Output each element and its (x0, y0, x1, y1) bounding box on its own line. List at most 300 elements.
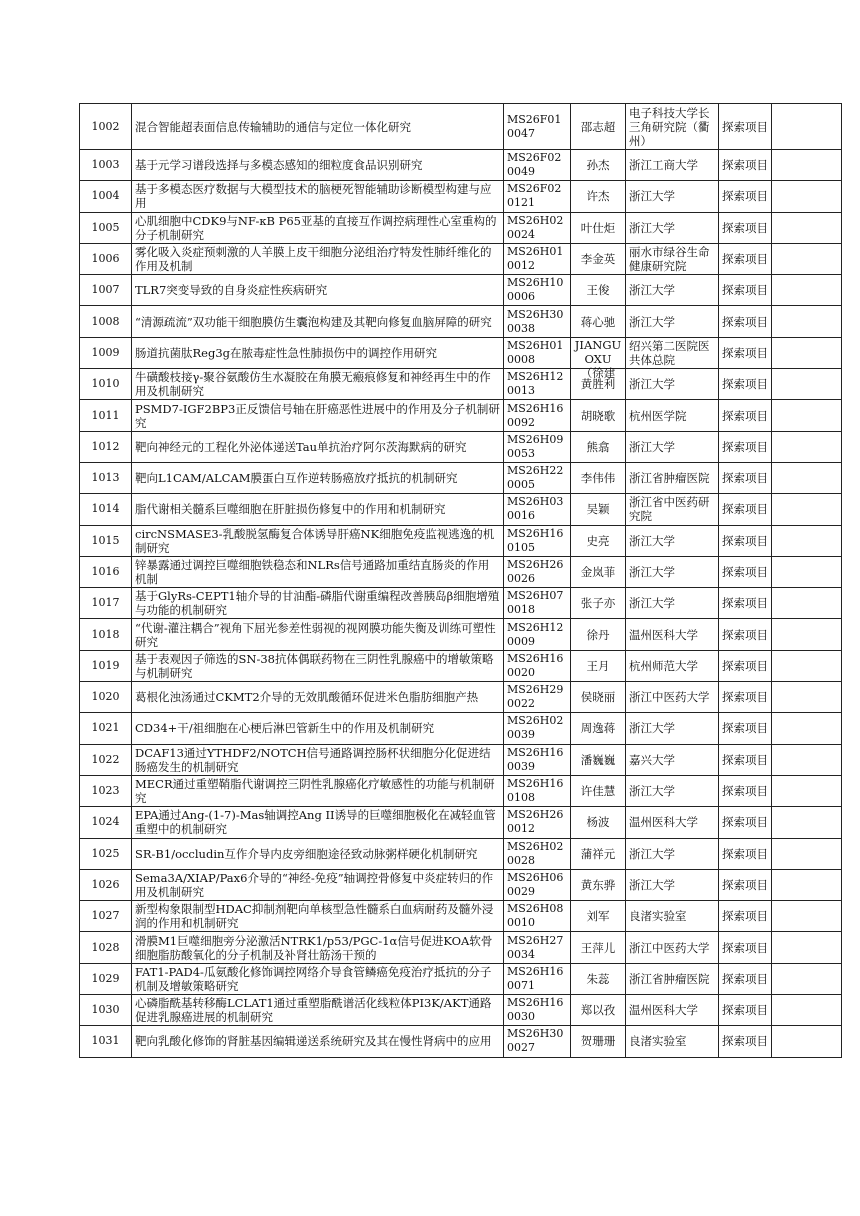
project-type-text: 探索项目 (722, 815, 768, 830)
applicant-name-text: 张子亦 (580, 596, 616, 611)
row-number (80, 243, 132, 274)
project-code (504, 869, 571, 900)
applicant-name (571, 275, 626, 306)
project-type-text: 探索项目 (722, 345, 768, 360)
project-type (719, 995, 772, 1026)
row-number (80, 400, 132, 431)
project-title-text: “清源疏流”双功能干细胞膜仿生囊泡构建及其靶向修复血脑屏障的研究 (135, 314, 492, 329)
applicant-name (571, 995, 626, 1026)
project-code-text: MS26H160039 (507, 745, 564, 773)
applicant-name-text: 朱蕊 (586, 971, 610, 986)
project-title (132, 243, 504, 274)
institution (626, 150, 719, 181)
project-code (504, 275, 571, 306)
institution (626, 588, 719, 619)
row-number-text: 1002 (91, 119, 120, 133)
row-number (80, 807, 132, 838)
applicant-name-text: 杨波 (586, 815, 610, 830)
project-title (132, 744, 504, 775)
note-cell (772, 995, 842, 1026)
project-type-text: 探索项目 (722, 877, 768, 892)
applicant-name (571, 400, 626, 431)
project-type-text: 探索项目 (722, 846, 768, 861)
project-type-text: 探索项目 (722, 784, 768, 799)
project-type (719, 212, 772, 243)
project-type-text: 探索项目 (722, 314, 768, 329)
row-number (80, 775, 132, 806)
project-type (719, 306, 772, 337)
project-code (504, 963, 571, 994)
institution-text: 浙江大学 (629, 784, 675, 799)
row-number (80, 744, 132, 775)
row-number (80, 556, 132, 587)
project-title-text: 心肌细胞中CDK9与NF-κB P65亚基的直接互作调控病理性心室重构的分子机制研究 (135, 213, 497, 242)
table-row (80, 431, 842, 462)
project-type-text: 探索项目 (722, 971, 768, 986)
table-row (80, 150, 842, 181)
project-title (132, 494, 504, 525)
project-type (719, 932, 772, 963)
applicant-name (571, 556, 626, 587)
project-type-text: 探索项目 (722, 502, 768, 517)
project-title (132, 682, 504, 713)
table-row (80, 462, 842, 493)
project-title-text: 雾化吸入炎症预刺激的人羊膜上皮干细胞分泌组治疗特发性肺纤维化的作用及机制 (135, 245, 492, 274)
table-row (80, 306, 842, 337)
project-code-text: MS26H160030 (507, 996, 564, 1024)
project-title (132, 369, 504, 400)
applicant-name (571, 682, 626, 713)
institution (626, 1026, 719, 1057)
project-title-text: PSMD7-IGF2BP3正反馈信号轴在肝癌恶性进展中的作用及分子机制研究 (135, 401, 500, 430)
project-code-text: MS26H080010 (507, 902, 564, 930)
project-title-text: 基于多模态医疗数据与大模型技术的脑梗死智能辅助诊断模型构建与应用 (135, 182, 492, 211)
institution (626, 462, 719, 493)
row-number-text: 1018 (91, 627, 120, 641)
table-row (80, 713, 842, 744)
project-code-text: MS26H160092 (507, 401, 564, 429)
project-type-text: 探索项目 (722, 220, 768, 235)
project-title (132, 901, 504, 932)
project-type-text: 探索项目 (722, 408, 768, 423)
note-cell (772, 369, 842, 400)
project-type (719, 713, 772, 744)
institution-text: 浙江省肿瘤医院 (629, 471, 710, 486)
table-row (80, 744, 842, 775)
note-cell (772, 400, 842, 431)
row-number (80, 619, 132, 650)
project-title (132, 650, 504, 681)
table-row (80, 838, 842, 869)
project-code (504, 775, 571, 806)
institution-text: 丽水市绿谷生命健康研究院 (629, 245, 710, 274)
project-type (719, 807, 772, 838)
applicant-name (571, 932, 626, 963)
row-number (80, 462, 132, 493)
project-code-text: MS26H030016 (507, 495, 564, 523)
project-type-text: 探索项目 (722, 439, 768, 454)
project-type (719, 963, 772, 994)
row-number-text: 1007 (91, 283, 120, 297)
project-title-text: DCAF13通过YTHDF2/NOTCH信号通路调控肠杯状细胞分化促进结肠癌发生的机制研究 (135, 745, 491, 774)
project-code (504, 369, 571, 400)
institution-text: 电子科技大学长三角研究院（衢州） (629, 105, 710, 148)
table-row (80, 556, 842, 587)
institution-text: 浙江工商大学 (629, 158, 698, 173)
project-code-text: MS26H100006 (507, 276, 564, 304)
project-code (504, 619, 571, 650)
applicant-name (571, 243, 626, 274)
row-number-text: 1006 (91, 252, 120, 266)
note-cell (772, 619, 842, 650)
row-number-text: 1019 (91, 658, 120, 672)
institution-text: 浙江大学 (629, 596, 675, 611)
note-cell (772, 713, 842, 744)
applicant-name-text: 胡晓歌 (580, 408, 616, 423)
project-title-text: 肠道抗菌肽Reg3g在脓毒症性急性肺损伤中的调控作用研究 (135, 345, 438, 360)
institution (626, 275, 719, 306)
project-title (132, 462, 504, 493)
applicant-name (571, 901, 626, 932)
table-row (80, 212, 842, 243)
note-cell (772, 181, 842, 212)
institution (626, 932, 719, 963)
table-row (80, 1026, 842, 1057)
institution (626, 619, 719, 650)
project-type-text: 探索项目 (722, 752, 768, 767)
project-type (719, 744, 772, 775)
row-number (80, 150, 132, 181)
project-type (719, 525, 772, 556)
applicant-name (571, 306, 626, 337)
project-title (132, 619, 504, 650)
institution-text: 温州医科大学 (629, 627, 698, 642)
project-type-text: 探索项目 (722, 252, 768, 267)
note-cell (772, 525, 842, 556)
project-type-text: 探索项目 (722, 1003, 768, 1018)
project-code (504, 494, 571, 525)
applicant-name (571, 775, 626, 806)
note-cell (772, 807, 842, 838)
project-code-text: MS26H020024 (507, 213, 564, 241)
project-type-text: 探索项目 (722, 119, 768, 134)
row-number (80, 963, 132, 994)
row-number-text: 1004 (91, 189, 120, 203)
row-number-text: 1016 (91, 565, 120, 578)
institution-text: 浙江省中医药研究院 (629, 495, 710, 524)
project-type-text: 探索项目 (722, 471, 768, 486)
project-title (132, 932, 504, 963)
note-cell (772, 1026, 842, 1057)
table-row (80, 525, 842, 556)
row-number-text: 1013 (91, 471, 120, 485)
project-type (719, 431, 772, 462)
row-number (80, 275, 132, 306)
applicant-name (571, 525, 626, 556)
project-table-body (80, 104, 842, 1058)
applicant-name (571, 838, 626, 869)
applicant-name (571, 713, 626, 744)
institution (626, 869, 719, 900)
project-code-text: MS26H160020 (507, 651, 564, 679)
row-number-text: 1031 (91, 1034, 120, 1048)
applicant-name (571, 588, 626, 619)
note-cell (772, 869, 842, 900)
note-cell (772, 775, 842, 806)
project-type-text: 探索项目 (722, 627, 768, 642)
row-number (80, 713, 132, 744)
project-code-text: MS26F010047 (507, 112, 562, 140)
applicant-name (571, 462, 626, 493)
table-row (80, 369, 842, 400)
institution (626, 494, 719, 525)
row-number-text: 1009 (91, 345, 120, 359)
row-number (80, 995, 132, 1026)
applicant-name-text: 黄胜利 (580, 377, 616, 392)
table-row (80, 682, 842, 713)
table-row (80, 932, 842, 963)
project-title-text: Sema3A/XIAP/Pax6介导的“神经-免疫”轴调控骨修复中炎症转归的作用及机制研究 (135, 870, 494, 899)
institution-text: 浙江中医药大学 (629, 940, 710, 955)
project-type-text: 探索项目 (722, 909, 768, 924)
project-title (132, 838, 504, 869)
applicant-name (571, 337, 626, 380)
applicant-name-text: 孙杰 (586, 158, 610, 173)
note-cell (772, 337, 842, 368)
project-code-text: MS26H160108 (507, 777, 564, 805)
project-type-text: 探索项目 (722, 721, 768, 736)
note-cell (772, 744, 842, 775)
institution (626, 243, 719, 274)
note-cell (772, 494, 842, 525)
table-row (80, 650, 842, 681)
institution-text: 浙江省肿瘤医院 (629, 971, 710, 986)
row-number-text: 1014 (91, 502, 120, 516)
project-title-text: 新型构象限制型HDAC抑制剂靶向单核型急性髓系白血病耐药及髓外浸润的作用和机制研究 (135, 902, 494, 931)
table-row (80, 275, 842, 306)
project-code (504, 181, 571, 212)
applicant-name (571, 744, 626, 775)
project-type (719, 556, 772, 587)
project-title (132, 337, 504, 368)
project-title (132, 869, 504, 900)
project-title-text: 脂代谢相关髓系巨噬细胞在肝脏损伤修复中的作用和机制研究 (135, 502, 446, 517)
applicant-name-text: 许佳慧 (580, 784, 616, 799)
project-title (132, 713, 504, 744)
note-cell (772, 901, 842, 932)
project-title (132, 431, 504, 462)
note-cell (772, 963, 842, 994)
project-code (504, 932, 571, 963)
institution (626, 963, 719, 994)
project-title-text: 基于表观因子筛选的SN-38抗体偶联药物在三阴性乳腺癌中的增敏策略与机制研究 (135, 651, 494, 680)
row-number-text: 1021 (91, 721, 120, 735)
applicant-name-text: 王萍儿 (580, 940, 616, 955)
project-code (504, 682, 571, 713)
applicant-name-text: 黄东骅 (580, 877, 616, 892)
applicant-name-text: 李伟伟 (580, 471, 616, 486)
applicant-name-text: 贺珊珊 (580, 1034, 616, 1049)
project-title-text: “代谢-灌注耦合”视角下屈光参差性弱视的视网膜功能失衡及训练可塑性研究 (135, 620, 496, 649)
project-title-text: 锌暴露通过调控巨噬细胞铁稳态和NLRs信号通路加重结直肠炎的作用机制 (135, 558, 490, 586)
row-number-text: 1017 (91, 596, 120, 610)
project-code-text: MS26H090053 (507, 432, 564, 460)
project-title (132, 556, 504, 587)
project-type-text: 探索项目 (722, 1034, 768, 1049)
note-cell (772, 462, 842, 493)
applicant-name-text: 史亮 (586, 533, 610, 548)
institution (626, 807, 719, 838)
applicant-name-text: 蒋心驰 (580, 314, 616, 329)
project-code-text: MS26H290022 (507, 683, 564, 711)
project-code (504, 901, 571, 932)
project-code (504, 431, 571, 462)
project-title-text: SR-B1/occludin互作介导内皮旁细胞途径致动脉粥样硬化机制研究 (135, 846, 478, 861)
table-row (80, 869, 842, 900)
project-type-text: 探索项目 (722, 690, 768, 705)
project-title-text: 靶向神经元的工程化外泌体递送Tau单抗治疗阿尔茨海默病的研究 (135, 439, 467, 454)
applicant-name-text: 徐丹 (586, 627, 610, 642)
project-type (719, 838, 772, 869)
project-type (719, 682, 772, 713)
project-code-text: MS26H120009 (507, 620, 564, 648)
project-type (719, 775, 772, 806)
table-row (80, 588, 842, 619)
applicant-name (571, 650, 626, 681)
institution-text: 浙江大学 (629, 846, 675, 861)
institution (626, 369, 719, 400)
project-type-text: 探索项目 (722, 533, 768, 548)
project-title (132, 995, 504, 1026)
applicant-name (571, 1026, 626, 1057)
project-type-text: 探索项目 (722, 283, 768, 298)
project-title-text: 葛根化浊汤通过CKMT2介导的无效肌酸循环促进米色脂肪细胞产热 (135, 690, 479, 705)
row-number-text: 1027 (91, 909, 120, 923)
row-number-text: 1024 (91, 815, 120, 829)
row-number (80, 181, 132, 212)
project-code-text: MS26H020039 (507, 714, 564, 742)
project-type (719, 150, 772, 181)
applicant-name-text: 吴颖 (586, 502, 610, 517)
row-number-text: 1029 (91, 971, 120, 985)
table-row (80, 104, 842, 150)
row-number-text: 1023 (91, 784, 120, 798)
project-code-text: MS26H010012 (507, 245, 564, 273)
project-code-text: MS26H260026 (507, 558, 564, 585)
project-code (504, 104, 571, 150)
project-type-text: 探索项目 (722, 377, 768, 392)
note-cell (772, 150, 842, 181)
project-title (132, 400, 504, 431)
institution (626, 400, 719, 431)
project-title-text: 滑膜M1巨噬细胞旁分泌激活NTRK1/p53/PGC-1α信号促进KOA软骨细胞脂肪酸氧化的分子机制及补肾壮筋汤干预的 (135, 933, 493, 962)
institution-text: 绍兴第二医院医共体总院 (629, 338, 710, 367)
table-row (80, 775, 842, 806)
project-type (719, 1026, 772, 1057)
note-cell (772, 556, 842, 587)
row-number (80, 838, 132, 869)
institution-text: 浙江大学 (629, 189, 675, 204)
project-title-text: EPA通过Ang-(1-7)-Mas轴调控Ang II诱导的巨噬细胞极化在减轻血管重塑中的机制研究 (135, 808, 496, 837)
institution-text: 浙江中医药大学 (629, 690, 710, 705)
row-number (80, 588, 132, 619)
row-number-text: 1020 (91, 690, 120, 704)
project-code-text: MS26H070018 (507, 589, 564, 617)
row-number-text: 1026 (91, 877, 120, 891)
applicant-name-text: 侯晓丽 (580, 690, 616, 705)
institution-text: 浙江大学 (629, 565, 675, 579)
project-code-text: MS26H160071 (507, 964, 564, 992)
project-title (132, 104, 504, 150)
row-number-text: 1022 (91, 752, 120, 766)
applicant-name-text: 刘军 (586, 909, 610, 924)
institution (626, 775, 719, 806)
institution (626, 901, 719, 932)
institution-text: 杭州师范大学 (629, 658, 698, 673)
institution (626, 744, 719, 775)
note-cell (772, 243, 842, 274)
project-type-text: 探索项目 (722, 596, 768, 611)
institution-text: 嘉兴大学 (629, 752, 675, 767)
project-code-text: MS26H300027 (507, 1027, 564, 1055)
project-type (719, 462, 772, 493)
institution-text: 温州医科大学 (629, 815, 698, 830)
row-number (80, 1026, 132, 1057)
project-code-text: MS26H260012 (507, 808, 564, 836)
applicant-name-text: 王俊 (586, 283, 610, 298)
project-type (719, 400, 772, 431)
institution (626, 713, 719, 744)
institution-text: 浙江大学 (629, 439, 675, 454)
project-code-text: MS26F020121 (507, 182, 562, 210)
project-type (719, 588, 772, 619)
project-code (504, 650, 571, 681)
table-row (80, 243, 842, 274)
institution-text: 浙江大学 (629, 283, 675, 298)
project-code-text: MS26H010008 (507, 338, 564, 366)
project-code-text: MS26H120013 (507, 370, 564, 398)
row-number (80, 525, 132, 556)
institution (626, 525, 719, 556)
applicant-name-text: 潘巍巍 (580, 752, 616, 767)
row-number-text: 1030 (91, 1003, 120, 1017)
project-title (132, 775, 504, 806)
row-number (80, 306, 132, 337)
project-code-text: MS26H060029 (507, 870, 564, 898)
note-cell (772, 650, 842, 681)
project-type (719, 337, 772, 368)
project-code (504, 337, 571, 368)
table-row (80, 963, 842, 994)
row-number-text: 1025 (91, 846, 120, 860)
project-type (719, 494, 772, 525)
project-title-text: 基于元学习谱段选择与多模态感知的细粒度食品识别研究 (135, 158, 423, 173)
table-row (80, 807, 842, 838)
project-code-text: MS26H220005 (507, 464, 564, 492)
project-title-text: 靶向L1CAM/ALCAM膜蛋白互作逆转肠癌放疗抵抗的机制研究 (135, 471, 458, 486)
institution (626, 682, 719, 713)
project-title (132, 963, 504, 994)
project-type-text: 探索项目 (722, 565, 768, 579)
project-code-text: MS26H270034 (507, 933, 564, 961)
project-title (132, 306, 504, 337)
table-row (80, 619, 842, 650)
note-cell (772, 431, 842, 462)
project-table (79, 103, 842, 1058)
project-code (504, 150, 571, 181)
applicant-name-text: 周逸蒋 (580, 721, 616, 736)
applicant-name-text: JIANGUOXU（徐建 (574, 337, 622, 380)
